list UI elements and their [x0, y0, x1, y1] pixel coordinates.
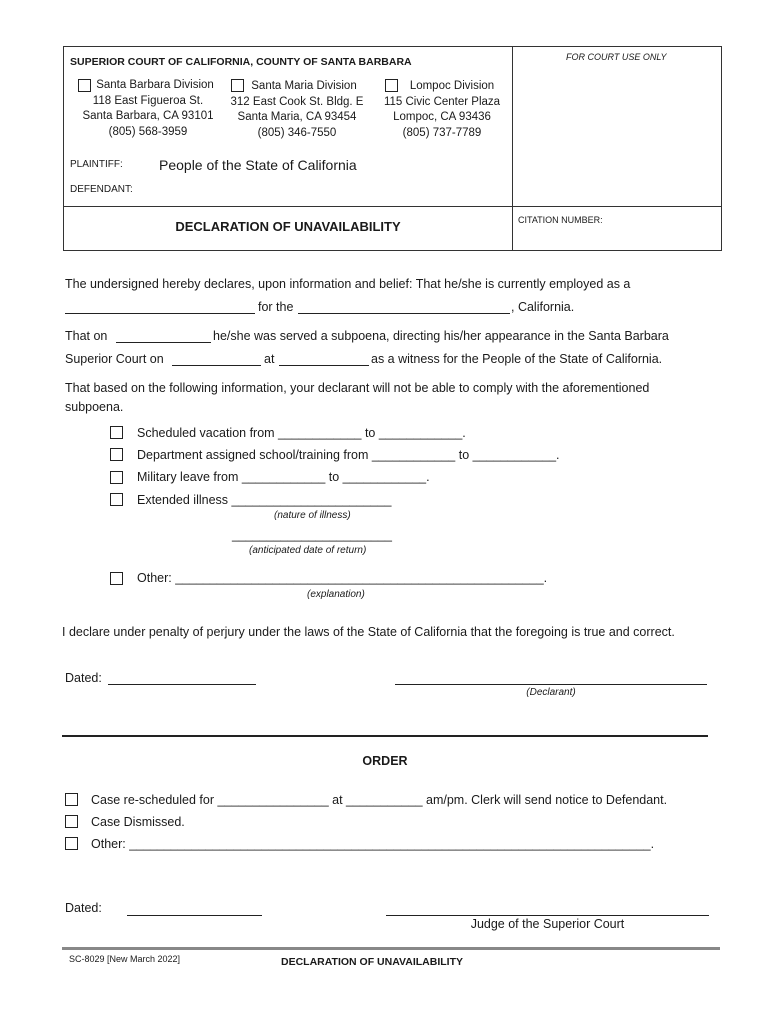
other-checkbox[interactable]: [110, 572, 123, 585]
other-caption: (explanation): [307, 589, 365, 600]
employment-statement: The undersigned hereby declares, upon information and belief: That he/she is currently employed as a: [65, 277, 631, 291]
employer-field[interactable]: [298, 313, 510, 314]
plaintiff-label: PLAINTIFF:: [70, 159, 123, 170]
return-date-line: _______________________: [232, 528, 392, 542]
division-phone: (805) 568-3959: [108, 125, 188, 138]
judge-caption: Judge of the Superior Court: [470, 917, 625, 931]
illness-option: Extended illness _______________________: [137, 493, 392, 507]
division-address-line1: 312 East Cook St. Bldg. E: [230, 95, 364, 108]
division-name: Lompoc Division: [409, 80, 495, 92]
division-address-line1: 118 East Figueroa St.: [92, 94, 204, 107]
footer-title: DECLARATION OF UNAVAILABILITY: [281, 956, 463, 968]
rescheduled-checkbox[interactable]: [65, 793, 78, 806]
california-text: , California.: [511, 300, 575, 314]
subpoena-text: subpoena.: [65, 400, 124, 414]
dismissed-option: Case Dismissed.: [91, 815, 185, 829]
court-name: SUPERIOR COURT OF CALIFORNIA, COUNTY OF SANTA BARBARA: [70, 56, 412, 68]
division-name: Santa Barbara Division: [96, 79, 214, 91]
division-name: Santa Maria Division: [251, 80, 357, 92]
declarant-caption: (Declarant): [526, 687, 576, 698]
order-dated-label: Dated:: [65, 901, 102, 915]
subpoena-statement: he/she was served a subpoena, directing his/her appearance in the Santa Barbara: [213, 329, 669, 343]
vacation-option: Scheduled vacation from ____________ to ____________.: [137, 426, 466, 440]
form-id: SC-8029 [New March 2022]: [69, 954, 181, 964]
order-date-field[interactable]: [127, 915, 262, 916]
illness-caption: (nature of illness): [274, 510, 351, 521]
division-address-line2: Lompoc, CA 93436: [393, 111, 491, 123]
unable-to-comply-statement: That based on the following information, your declarant will not be able to comply with the aforementioned: [65, 381, 650, 395]
military-checkbox[interactable]: [110, 471, 123, 484]
division-address-line2: Santa Barbara, CA 93101: [82, 110, 214, 122]
illness-checkbox[interactable]: [110, 493, 123, 506]
appearance-time-field[interactable]: [279, 365, 369, 366]
return-date-caption: (anticipated date of return): [249, 545, 367, 556]
occupation-field[interactable]: [65, 313, 255, 314]
order-other-option: Other: ___________________________________________________________________________.: [91, 837, 655, 851]
declarant-date-field[interactable]: [108, 684, 256, 685]
declarant-signature-field[interactable]: [395, 684, 707, 685]
court-use-label: FOR COURT USE ONLY: [566, 52, 667, 62]
declarant-dated-label: Dated:: [65, 671, 102, 685]
defendant-label: DEFENDANT:: [70, 184, 133, 195]
form-title: DECLARATION OF UNAVAILABILITY: [175, 219, 401, 234]
at-text: at: [264, 352, 275, 366]
perjury-statement: I declare under penalty of perjury under the laws of the State of California that the foregoing is true and correct.: [62, 625, 675, 639]
served-date-field[interactable]: [116, 342, 211, 343]
division-address-line1: 115 Civic Center Plaza: [383, 95, 501, 108]
for-the-text: for the: [258, 300, 294, 314]
footer-divider: [62, 947, 720, 950]
santa-barbara-division: [78, 78, 218, 140]
dismissed-checkbox[interactable]: [65, 815, 78, 828]
vacation-checkbox[interactable]: [110, 426, 123, 439]
lompoc-division: [372, 79, 512, 141]
witness-statement: as a witness for the People of the State of California.: [371, 352, 663, 366]
santa-maria-division: [226, 79, 368, 141]
order-divider: [62, 735, 708, 737]
plaintiff-value: People of the State of California: [159, 157, 357, 173]
citation-number-label: CITATION NUMBER:: [518, 215, 603, 225]
division-address-line2: Santa Maria, CA 93454: [237, 111, 357, 123]
that-on-text: That on: [65, 329, 108, 343]
appearance-date-field[interactable]: [172, 365, 261, 366]
judge-signature-field[interactable]: [386, 915, 709, 916]
training-option: Department assigned school/training from ____________ to ____________.: [137, 448, 560, 462]
order-other-checkbox[interactable]: [65, 837, 78, 850]
military-option: Military leave from ____________ to ____________.: [137, 470, 430, 484]
rescheduled-option: Case re-scheduled for ________________ at ___________ am/pm. Clerk will send notice to Defendant.: [91, 793, 668, 807]
other-option: Other: _____________________________________________________.: [137, 571, 548, 585]
title-divider: [63, 206, 721, 207]
division-phone: (805) 346-7550: [257, 126, 337, 139]
training-checkbox[interactable]: [110, 448, 123, 461]
order-title: ORDER: [362, 754, 408, 768]
division-phone: (805) 737-7789: [402, 126, 482, 139]
superior-court-on-text: Superior Court on: [65, 352, 164, 366]
